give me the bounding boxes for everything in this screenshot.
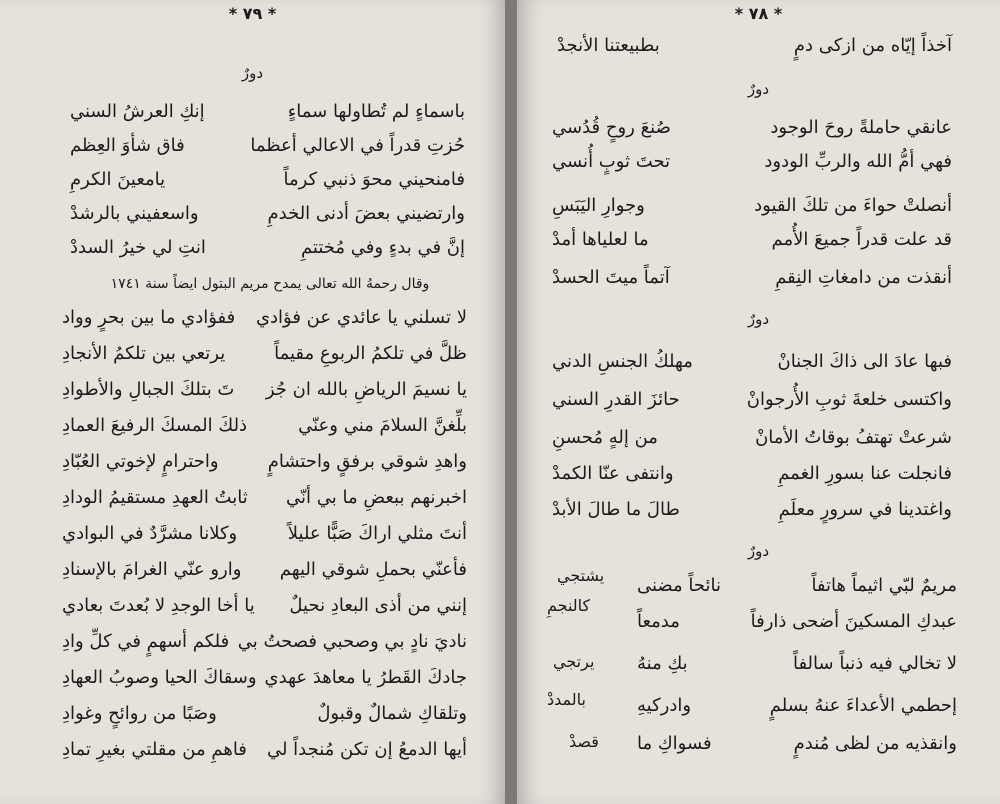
margin-note: يشتجي	[557, 566, 605, 585]
stanza-marker: دورٌ	[241, 64, 264, 82]
margin-note: يرتجي	[553, 652, 595, 671]
right-page: * ٧٨ * آخذاً إيّاه من ازكى دمٍ بطبيعتنا الأنجدْ دورٌ عانقي حاملةً روحَ الوجود صُنعَ روحٍ قُدُسي فهي أمُّ الله والربِّ الودود تحتَ ثوبٍ أُنسي أنصلتْ حواءَ من تلكَ القيود وجوارِ اليَبَسِ قد علت قدراً جميعَ الأُمم ما لعلياها أمدْ أنقذت من دامغاتِ النِقمِ آتماً ميتَ الحسدْ دورٌ فبها عادَ الى ذاكَ الجنانْ مهلكُ الجنسِ الدني واكتسى خلعةَ ثوبِ الأُرجوانْ حائزَ القدرِ السني شرعتْ تهتفُ بوقاتُ الأمانْ من إلهٍ مُحسنِ فانجلت عنا بسورِ الغممِ وانتفى عنّا الكمدْ واغتدينا في سرورٍ معلَمِ طالَ ما طالَ الأبدْ دورٌ مريمٌ لبّي اثيماً هاتفاً نائحاً مضنى عبدكِ المسكينَ أضحى ذارفاً مدمعاً لا تخالي فيه ذنباً سالفاً بكِ منهُ إحطمي الأعداءَ عنهُ بسلمٍ وادركيهِ وانقذيه من لظى مُندمٍ فسواكِ ما يشتجي كالنجمِ يرتجي بالمددْ قصدْ	[517, 0, 1000, 804]
book-gutter	[505, 0, 517, 804]
left-page-number: * ٧٩ *	[228, 4, 277, 23]
stanza-marker: دورٌ	[747, 542, 770, 560]
margin-note: قصدْ	[569, 732, 599, 751]
margin-note: بالمددْ	[547, 690, 586, 709]
margin-note: كالنجمِ	[547, 596, 591, 615]
stanza-marker: دورٌ	[747, 310, 770, 328]
right-page-number: * ٧٨ *	[734, 4, 783, 23]
poem-heading: وقال رحمهُ الله تعالى يمدح مريم البتول ايضاً سنة ١٧٤١	[110, 276, 430, 292]
stanza-marker: دورٌ	[747, 80, 770, 98]
left-page: * ٧٩ * دورٌ باسماءٍ لم تُطاولها سماءٍ إنكِ العرشُ السني حُزتِ قدراً في الاعالي أعظما فاق شأوَ العِظم فامنحيني محوَ ذنبي كرماً يامعينَ الكرمِ وارتضيني بعضَ أدنى الخدمِ واسعفيني بالرشدْ إنَّ في بدءٍ وفي مُختتمِ انتِ لي خيرُ السددْ وقال رحمهُ الله تعالى يمدح مريم البتول ايضاً سنة ١٧٤١ لا تسلني يا عائدي عن فؤادي ففؤادي ما بين بحرٍ وواد ظلَّ في تلكمُ الربوعِ مقيماً يرتعي بين تلكمُ الأنجادِ يا نسيمَ الرياضِ بالله ان جُز تَ بتلكَ الجبالِ والأطوادِ بلِّغنَّ السلامَ مني وعنّي ذلكَ المسكَ الرفيعَ العمادِ واهدِ شوقي برفقٍ واحتشامٍ واحترامٍ لإخوتي العُبّادِ اخبرنهم ببعضِ ما بي أنّي ثابتُ العهدِ مستقيمُ الودادِ أنتَ مثلي اراكَ صَبًّا عليلاً وكلانا مشرَّدٌ في البوادي فأعنّي بحملِ شوقي اليهم وارو عنّي الغرامَ بالإسنادِ إنني من أذى البعادِ نحيلٌ يا أخا الوجدِ لا بُعدتَ بعادي ناديَ نادٍ بي وصحبي فصحتُ بي فلكم أسهمٍ في كلِّ وادِ جادكَ القَطرُ يا معاهدَ عهدي وسقاكَ الحيا وصوبُ العهادِ وتلقاكِ شمالٌ وقبولٌ وصَبًا من روائحٍ وغوادِ أيها الدمعُ إن تكن مُنجداً لي فاهمِ من مقلتي بغيرِ تمادِ	[0, 0, 505, 804]
